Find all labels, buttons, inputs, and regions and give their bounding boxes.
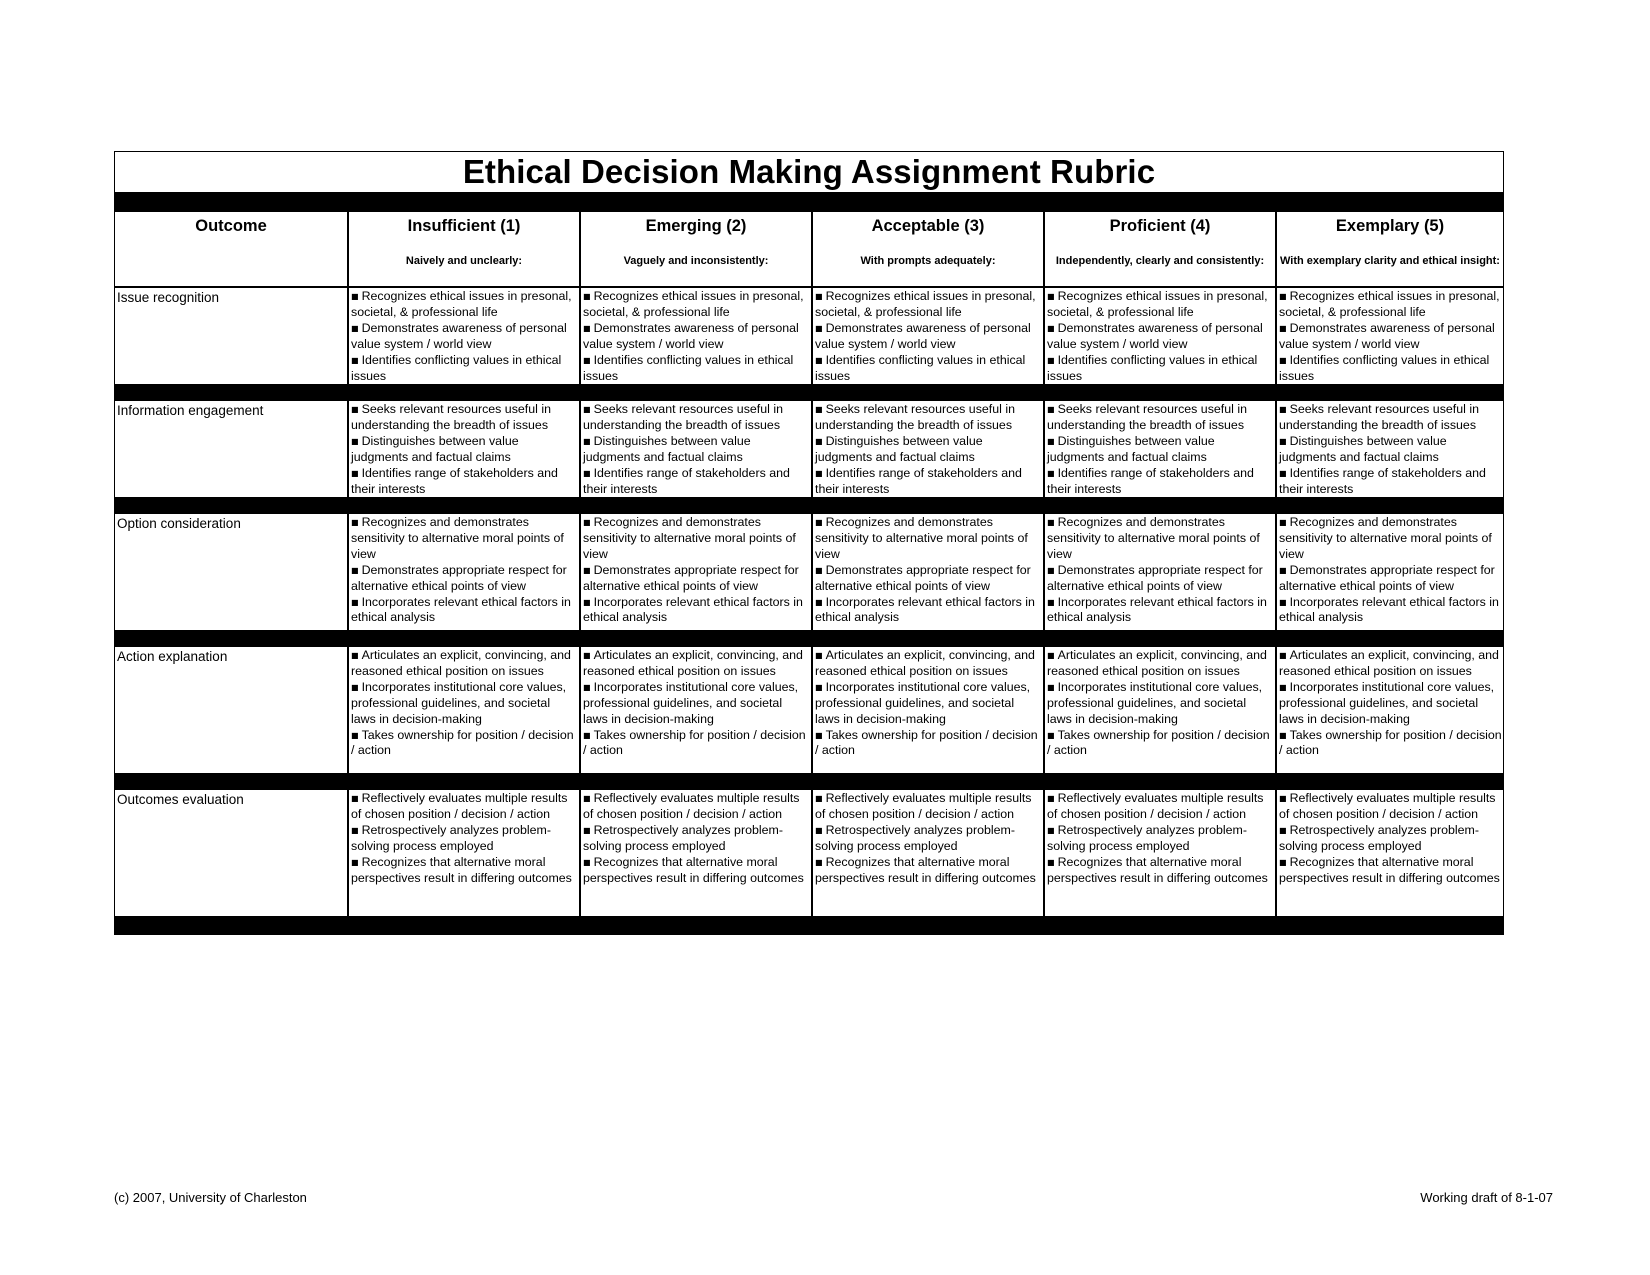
criterion-item bbox=[1279, 648, 1502, 680]
criterion-text: Distinguishes between value judgments and factual claims bbox=[351, 433, 519, 464]
criterion-text: Takes ownership for position / decision / action bbox=[1279, 727, 1502, 758]
table-row bbox=[115, 401, 1503, 497]
criterion-text: Takes ownership for position / decision / action bbox=[351, 727, 574, 758]
criteria-cell bbox=[811, 790, 1043, 916]
criteria-cell bbox=[1275, 401, 1503, 497]
criterion-text: Recognizes and demonstrates sensitivity to alternative moral points of view bbox=[1279, 515, 1492, 561]
criterion-item bbox=[583, 648, 810, 680]
criterion-item bbox=[1279, 434, 1502, 466]
criterion-item bbox=[351, 791, 578, 823]
bullet-square-icon: ■ bbox=[351, 436, 359, 446]
criteria-cell bbox=[347, 401, 579, 497]
criterion-item bbox=[815, 402, 1042, 434]
criterion-item bbox=[1047, 791, 1274, 823]
criterion-text: Recognizes and demonstrates sensitivity to alternative moral points of view bbox=[815, 515, 1028, 561]
criterion-text: Demonstrates awareness of personal value system / world view bbox=[1279, 320, 1495, 351]
criterion-text: Incorporates institutional core values, professional guidelines, and societal laws in decision-making bbox=[351, 679, 567, 726]
criterion-item bbox=[583, 402, 810, 434]
bullet-square-icon: ■ bbox=[583, 597, 591, 607]
bullet-square-icon: ■ bbox=[583, 518, 591, 527]
separator-bar bbox=[115, 916, 1503, 934]
outcome-cell: Option consideration bbox=[117, 516, 241, 531]
criterion-item bbox=[351, 823, 578, 855]
criterion-item bbox=[1047, 434, 1274, 466]
bullet-square-icon: ■ bbox=[1047, 597, 1055, 607]
bullet-square-icon: ■ bbox=[583, 682, 591, 692]
criterion-item bbox=[1279, 402, 1502, 434]
criterion-item bbox=[1047, 823, 1274, 855]
bullet-square-icon: ■ bbox=[815, 682, 823, 692]
bullet-square-icon: ■ bbox=[1047, 292, 1055, 301]
table-row bbox=[115, 514, 1503, 630]
criterion-text: Seeks relevant resources useful in understanding the breadth of issues bbox=[815, 402, 1015, 432]
bullet-square-icon: ■ bbox=[351, 857, 359, 867]
bullet-square-icon: ■ bbox=[1279, 468, 1287, 478]
bullet-square-icon: ■ bbox=[1047, 794, 1055, 803]
criterion-text: Distinguishes between value judgments and factual claims bbox=[1279, 433, 1447, 464]
bullet-square-icon: ■ bbox=[1047, 323, 1055, 333]
table-row bbox=[115, 790, 1503, 916]
criterion-item bbox=[1047, 466, 1274, 497]
criteria-cell bbox=[347, 514, 579, 630]
criterion-item bbox=[583, 791, 810, 823]
criterion-text: Incorporates relevant ethical factors in ethical analysis bbox=[1047, 594, 1267, 625]
bullet-square-icon: ■ bbox=[1279, 292, 1287, 301]
bullet-square-icon: ■ bbox=[1047, 682, 1055, 692]
criterion-text: Identifies conflicting values in ethical issues bbox=[1047, 352, 1258, 383]
level-name: Insufficient (1) bbox=[407, 217, 521, 235]
criterion-item bbox=[583, 515, 810, 563]
criterion-text: Incorporates institutional core values, professional guidelines, and societal laws in decision-making bbox=[1047, 679, 1263, 726]
criterion-text: Recognizes that alternative moral perspectives result in differing outcomes bbox=[1279, 854, 1500, 885]
bullet-square-icon: ■ bbox=[1047, 730, 1055, 740]
separator-bar bbox=[115, 630, 1503, 647]
criterion-item bbox=[815, 648, 1042, 680]
level-name: Emerging (2) bbox=[645, 217, 747, 235]
criterion-item bbox=[1047, 648, 1274, 680]
criterion-text: Incorporates institutional core values, professional guidelines, and societal laws in decision-making bbox=[815, 679, 1031, 726]
bullet-square-icon: ■ bbox=[1047, 825, 1055, 835]
criterion-item bbox=[583, 595, 810, 627]
level-description: Naively and unclearly: bbox=[405, 255, 523, 267]
criterion-item bbox=[815, 466, 1042, 497]
criteria-cell bbox=[811, 514, 1043, 630]
criterion-item bbox=[815, 434, 1042, 466]
criterion-text: Demonstrates awareness of personal value system / world view bbox=[351, 320, 567, 351]
separator-bar bbox=[115, 192, 1503, 212]
criterion-text: Recognizes and demonstrates sensitivity to alternative moral points of view bbox=[351, 515, 564, 561]
criterion-item bbox=[1047, 402, 1274, 434]
criterion-text: Retrospectively analyzes problem-solving process employed bbox=[351, 822, 551, 853]
criteria-cell bbox=[811, 288, 1043, 384]
separator-bar bbox=[115, 497, 1503, 514]
criterion-item bbox=[1047, 289, 1274, 321]
bullet-square-icon: ■ bbox=[583, 857, 591, 867]
bullet-square-icon: ■ bbox=[351, 292, 359, 301]
bullet-square-icon: ■ bbox=[583, 436, 591, 446]
bullet-square-icon: ■ bbox=[1047, 468, 1055, 478]
criteria-cell bbox=[1275, 514, 1503, 630]
criterion-item bbox=[1047, 321, 1274, 353]
criterion-item bbox=[583, 434, 810, 466]
criterion-item bbox=[583, 353, 810, 384]
criterion-item bbox=[815, 680, 1042, 728]
criterion-item bbox=[351, 402, 578, 434]
bullet-square-icon: ■ bbox=[815, 730, 823, 740]
criterion-text: Recognizes ethical issues in presonal, societal, & professional life bbox=[815, 289, 1036, 319]
criterion-text: Retrospectively analyzes problem-solving process employed bbox=[583, 822, 783, 853]
bullet-square-icon: ■ bbox=[815, 468, 823, 478]
criterion-item bbox=[1279, 791, 1502, 823]
criterion-text: Recognizes ethical issues in presonal, societal, & professional life bbox=[351, 289, 572, 319]
bullet-square-icon: ■ bbox=[583, 651, 591, 660]
criterion-item bbox=[351, 434, 578, 466]
bullet-square-icon: ■ bbox=[1279, 323, 1287, 333]
criterion-text: Demonstrates appropriate respect for alternative ethical points of view bbox=[1047, 562, 1263, 593]
criterion-text: Recognizes that alternative moral perspectives result in differing outcomes bbox=[815, 854, 1036, 885]
bullet-square-icon: ■ bbox=[351, 682, 359, 692]
criterion-item bbox=[1047, 728, 1274, 760]
criterion-text: Articulates an explicit, convincing, and reasoned ethical position on issues bbox=[1279, 648, 1499, 678]
criterion-item bbox=[351, 648, 578, 680]
criterion-text: Demonstrates appropriate respect for alternative ethical points of view bbox=[583, 562, 799, 593]
criterion-text: Incorporates institutional core values, professional guidelines, and societal laws in decision-making bbox=[1279, 679, 1495, 726]
bullet-square-icon: ■ bbox=[1047, 651, 1055, 660]
level-description: With prompts adequately: bbox=[860, 255, 996, 267]
bullet-square-icon: ■ bbox=[815, 405, 823, 414]
criterion-text: Seeks relevant resources useful in understanding the breadth of issues bbox=[1047, 402, 1247, 432]
criterion-text: Incorporates relevant ethical factors in ethical analysis bbox=[583, 594, 803, 625]
bullet-square-icon: ■ bbox=[583, 292, 591, 301]
bullet-square-icon: ■ bbox=[815, 323, 823, 333]
bullet-square-icon: ■ bbox=[583, 825, 591, 835]
criterion-item bbox=[583, 680, 810, 728]
criterion-item bbox=[351, 321, 578, 353]
separator-bar bbox=[115, 384, 1503, 401]
bullet-square-icon: ■ bbox=[351, 651, 359, 660]
bullet-square-icon: ■ bbox=[1047, 355, 1055, 365]
criteria-cell bbox=[579, 790, 811, 916]
criterion-item bbox=[815, 823, 1042, 855]
rubric-title: Ethical Decision Making Assignment Rubric bbox=[462, 153, 1156, 190]
criterion-text: Identifies range of stakeholders and their interests bbox=[1279, 465, 1486, 496]
bullet-square-icon: ■ bbox=[1047, 857, 1055, 867]
criterion-text: Identifies range of stakeholders and their interests bbox=[583, 465, 790, 496]
bullet-square-icon: ■ bbox=[583, 794, 591, 803]
criterion-text: Recognizes that alternative moral perspectives result in differing outcomes bbox=[351, 854, 572, 885]
bullet-square-icon: ■ bbox=[815, 292, 823, 301]
bullet-square-icon: ■ bbox=[1279, 597, 1287, 607]
criterion-item bbox=[351, 289, 578, 321]
criterion-text: Articulates an explicit, convincing, and reasoned ethical position on issues bbox=[583, 648, 803, 678]
bullet-square-icon: ■ bbox=[351, 730, 359, 740]
criterion-text: Reflectively evaluates multiple results of chosen position / decision / action bbox=[1047, 791, 1264, 821]
outcome-cell: Information engagement bbox=[117, 403, 264, 418]
bullet-square-icon: ■ bbox=[815, 794, 823, 803]
criterion-text: Reflectively evaluates multiple results of chosen position / decision / action bbox=[351, 791, 568, 821]
criterion-item bbox=[1279, 728, 1502, 760]
criteria-cell bbox=[1043, 288, 1275, 384]
bullet-square-icon: ■ bbox=[351, 597, 359, 607]
header-level-5 bbox=[1275, 212, 1503, 286]
criterion-text: Recognizes that alternative moral perspectives result in differing outcomes bbox=[1047, 854, 1268, 885]
criterion-item bbox=[1279, 563, 1502, 595]
criteria-cell bbox=[347, 790, 579, 916]
bullet-square-icon: ■ bbox=[583, 565, 591, 575]
criterion-item bbox=[351, 515, 578, 563]
outcome-cell: Action explanation bbox=[117, 649, 228, 664]
criterion-item bbox=[815, 353, 1042, 384]
criteria-cell bbox=[347, 647, 579, 773]
criterion-text: Incorporates relevant ethical factors in ethical analysis bbox=[815, 594, 1035, 625]
criterion-item bbox=[351, 595, 578, 627]
criterion-text: Reflectively evaluates multiple results of chosen position / decision / action bbox=[1279, 791, 1496, 821]
criterion-item bbox=[1047, 595, 1274, 627]
criterion-item bbox=[1279, 680, 1502, 728]
criterion-text: Demonstrates awareness of personal value system / world view bbox=[583, 320, 799, 351]
criteria-cell bbox=[579, 514, 811, 630]
criterion-text: Demonstrates appropriate respect for alternative ethical points of view bbox=[1279, 562, 1495, 593]
criterion-text: Takes ownership for position / decision / action bbox=[1047, 727, 1270, 758]
bullet-square-icon: ■ bbox=[583, 730, 591, 740]
level-name: Acceptable (3) bbox=[871, 217, 985, 235]
bullet-square-icon: ■ bbox=[583, 323, 591, 333]
header-level-1 bbox=[347, 212, 579, 286]
rubric-body bbox=[115, 286, 1503, 934]
criterion-text: Identifies range of stakeholders and their interests bbox=[1047, 465, 1254, 496]
criterion-text: Identifies conflicting values in ethical issues bbox=[583, 352, 794, 383]
criterion-text: Recognizes ethical issues in presonal, societal, & professional life bbox=[1047, 289, 1268, 319]
criterion-text: Demonstrates awareness of personal value system / world view bbox=[815, 320, 1031, 351]
criteria-cell bbox=[579, 647, 811, 773]
bullet-square-icon: ■ bbox=[583, 405, 591, 414]
criterion-item bbox=[351, 466, 578, 497]
criteria-cell bbox=[1043, 647, 1275, 773]
criteria-cell bbox=[1275, 288, 1503, 384]
criterion-text: Identifies range of stakeholders and their interests bbox=[351, 465, 558, 496]
criterion-item bbox=[1047, 563, 1274, 595]
criterion-item bbox=[815, 855, 1042, 887]
criterion-text: Demonstrates appropriate respect for alternative ethical points of view bbox=[815, 562, 1031, 593]
outcome-column-label: Outcome bbox=[195, 217, 267, 235]
level-description: With exemplary clarity and ethical insight: bbox=[1280, 255, 1500, 267]
bullet-square-icon: ■ bbox=[1279, 730, 1287, 740]
bullet-square-icon: ■ bbox=[351, 518, 359, 527]
criterion-item bbox=[1279, 855, 1502, 887]
bullet-square-icon: ■ bbox=[351, 405, 359, 414]
criterion-item bbox=[583, 563, 810, 595]
outcome-cell: Outcomes evaluation bbox=[117, 792, 244, 807]
criterion-item bbox=[815, 563, 1042, 595]
bullet-square-icon: ■ bbox=[351, 468, 359, 478]
criterion-item bbox=[583, 321, 810, 353]
criterion-text: Retrospectively analyzes problem-solving process employed bbox=[1047, 822, 1247, 853]
bullet-square-icon: ■ bbox=[815, 518, 823, 527]
bullet-square-icon: ■ bbox=[815, 436, 823, 446]
criterion-text: Identifies conflicting values in ethical issues bbox=[351, 352, 562, 383]
criterion-item bbox=[1279, 353, 1502, 384]
criterion-text: Incorporates institutional core values, professional guidelines, and societal laws in decision-making bbox=[583, 679, 799, 726]
criterion-text: Retrospectively analyzes problem-solving process employed bbox=[1279, 822, 1479, 853]
table-row bbox=[115, 647, 1503, 773]
bullet-square-icon: ■ bbox=[1279, 794, 1287, 803]
criterion-text: Distinguishes between value judgments and factual claims bbox=[583, 433, 751, 464]
criterion-text: Incorporates relevant ethical factors in ethical analysis bbox=[1279, 594, 1499, 625]
criterion-item bbox=[1279, 321, 1502, 353]
draft-date-footer: Working draft of 8-1-07 bbox=[1420, 1190, 1553, 1205]
criteria-cell bbox=[579, 288, 811, 384]
criterion-text: Recognizes and demonstrates sensitivity to alternative moral points of view bbox=[1047, 515, 1260, 561]
bullet-square-icon: ■ bbox=[1279, 682, 1287, 692]
bullet-square-icon: ■ bbox=[351, 794, 359, 803]
criteria-cell bbox=[579, 401, 811, 497]
criterion-item bbox=[1279, 289, 1502, 321]
criterion-text: Distinguishes between value judgments and factual claims bbox=[815, 433, 983, 464]
criteria-cell bbox=[1275, 647, 1503, 773]
criterion-item bbox=[815, 289, 1042, 321]
bullet-square-icon: ■ bbox=[1047, 436, 1055, 446]
criterion-item bbox=[583, 466, 810, 497]
criteria-cell bbox=[1275, 790, 1503, 916]
criterion-text: Demonstrates appropriate respect for alternative ethical points of view bbox=[351, 562, 567, 593]
header-level-4 bbox=[1043, 212, 1275, 286]
bullet-square-icon: ■ bbox=[815, 825, 823, 835]
criteria-cell bbox=[347, 288, 579, 384]
bullet-square-icon: ■ bbox=[1279, 565, 1287, 575]
level-name: Proficient (4) bbox=[1109, 217, 1211, 235]
bullet-square-icon: ■ bbox=[1047, 565, 1055, 575]
criterion-item bbox=[815, 728, 1042, 760]
criteria-cell bbox=[1043, 401, 1275, 497]
criterion-item bbox=[1047, 680, 1274, 728]
criterion-item bbox=[583, 728, 810, 760]
table-row bbox=[115, 288, 1503, 384]
criterion-text: Articulates an explicit, convincing, and reasoned ethical position on issues bbox=[1047, 648, 1267, 678]
criterion-item bbox=[1047, 515, 1274, 563]
bullet-square-icon: ■ bbox=[1279, 405, 1287, 414]
criterion-item bbox=[1279, 595, 1502, 627]
bullet-square-icon: ■ bbox=[1279, 518, 1287, 527]
criterion-text: Recognizes ethical issues in presonal, societal, & professional life bbox=[583, 289, 804, 319]
criteria-cell bbox=[811, 401, 1043, 497]
criterion-text: Recognizes and demonstrates sensitivity to alternative moral points of view bbox=[583, 515, 796, 561]
level-description: Independently, clearly and consistently: bbox=[1055, 255, 1265, 267]
header-outcome bbox=[115, 212, 347, 286]
criterion-text: Recognizes that alternative moral perspectives result in differing outcomes bbox=[583, 854, 804, 885]
bullet-square-icon: ■ bbox=[1279, 651, 1287, 660]
bullet-square-icon: ■ bbox=[583, 355, 591, 365]
criterion-item bbox=[1279, 823, 1502, 855]
criterion-text: Seeks relevant resources useful in understanding the breadth of issues bbox=[1279, 402, 1479, 432]
criterion-item bbox=[351, 855, 578, 887]
criterion-item bbox=[351, 563, 578, 595]
bullet-square-icon: ■ bbox=[1279, 355, 1287, 365]
bullet-square-icon: ■ bbox=[1279, 436, 1287, 446]
bullet-square-icon: ■ bbox=[1047, 518, 1055, 527]
criterion-item bbox=[351, 728, 578, 760]
criterion-text: Articulates an explicit, convincing, and reasoned ethical position on issues bbox=[351, 648, 571, 678]
bullet-square-icon: ■ bbox=[1279, 857, 1287, 867]
outcome-cell: Issue recognition bbox=[117, 290, 220, 305]
bullet-square-icon: ■ bbox=[351, 565, 359, 575]
criterion-item bbox=[583, 855, 810, 887]
criterion-text: Seeks relevant resources useful in understanding the breadth of issues bbox=[583, 402, 783, 432]
criterion-item bbox=[351, 680, 578, 728]
header-level-3 bbox=[811, 212, 1043, 286]
criterion-text: Identifies conflicting values in ethical issues bbox=[815, 352, 1026, 383]
criterion-item bbox=[1047, 353, 1274, 384]
criterion-text: Distinguishes between value judgments and factual claims bbox=[1047, 433, 1215, 464]
criterion-item bbox=[351, 353, 578, 384]
bullet-square-icon: ■ bbox=[583, 468, 591, 478]
bullet-square-icon: ■ bbox=[815, 857, 823, 867]
rubric-table bbox=[114, 151, 1504, 935]
criterion-text: Takes ownership for position / decision / action bbox=[815, 727, 1038, 758]
bullet-square-icon: ■ bbox=[1279, 825, 1287, 835]
criterion-item bbox=[583, 823, 810, 855]
separator-bar bbox=[115, 773, 1503, 790]
criterion-text: Identifies range of stakeholders and their interests bbox=[815, 465, 1022, 496]
criterion-item bbox=[815, 515, 1042, 563]
criterion-text: Reflectively evaluates multiple results of chosen position / decision / action bbox=[815, 791, 1032, 821]
level-name: Exemplary (5) bbox=[1335, 217, 1445, 235]
criterion-text: Seeks relevant resources useful in understanding the breadth of issues bbox=[351, 402, 551, 432]
criterion-item bbox=[1279, 466, 1502, 497]
criterion-text: Demonstrates awareness of personal value system / world view bbox=[1047, 320, 1263, 351]
criterion-text: Recognizes ethical issues in presonal, societal, & professional life bbox=[1279, 289, 1500, 319]
header-level-2 bbox=[579, 212, 811, 286]
header-row bbox=[115, 212, 1503, 286]
bullet-square-icon: ■ bbox=[815, 565, 823, 575]
bullet-square-icon: ■ bbox=[815, 651, 823, 660]
copyright-footer: (c) 2007, University of Charleston bbox=[114, 1190, 307, 1205]
criteria-cell bbox=[1043, 790, 1275, 916]
bullet-square-icon: ■ bbox=[815, 597, 823, 607]
bullet-square-icon: ■ bbox=[815, 355, 823, 365]
criterion-text: Identifies conflicting values in ethical issues bbox=[1279, 352, 1490, 383]
bullet-square-icon: ■ bbox=[351, 825, 359, 835]
criterion-item bbox=[815, 595, 1042, 627]
bullet-square-icon: ■ bbox=[351, 323, 359, 333]
criterion-item bbox=[815, 791, 1042, 823]
criterion-text: Takes ownership for position / decision / action bbox=[583, 727, 806, 758]
criterion-text: Retrospectively analyzes problem-solving process employed bbox=[815, 822, 1015, 853]
bullet-square-icon: ■ bbox=[351, 355, 359, 365]
criterion-item bbox=[815, 321, 1042, 353]
criterion-item bbox=[583, 289, 810, 321]
criteria-cell bbox=[1043, 514, 1275, 630]
criterion-text: Reflectively evaluates multiple results of chosen position / decision / action bbox=[583, 791, 800, 821]
criterion-text: Articulates an explicit, convincing, and reasoned ethical position on issues bbox=[815, 648, 1035, 678]
criterion-text: Incorporates relevant ethical factors in ethical analysis bbox=[351, 594, 571, 625]
level-description: Vaguely and inconsistently: bbox=[623, 255, 769, 267]
criterion-item bbox=[1047, 855, 1274, 887]
bullet-square-icon: ■ bbox=[1047, 405, 1055, 414]
criterion-item bbox=[1279, 515, 1502, 563]
criteria-cell bbox=[811, 647, 1043, 773]
